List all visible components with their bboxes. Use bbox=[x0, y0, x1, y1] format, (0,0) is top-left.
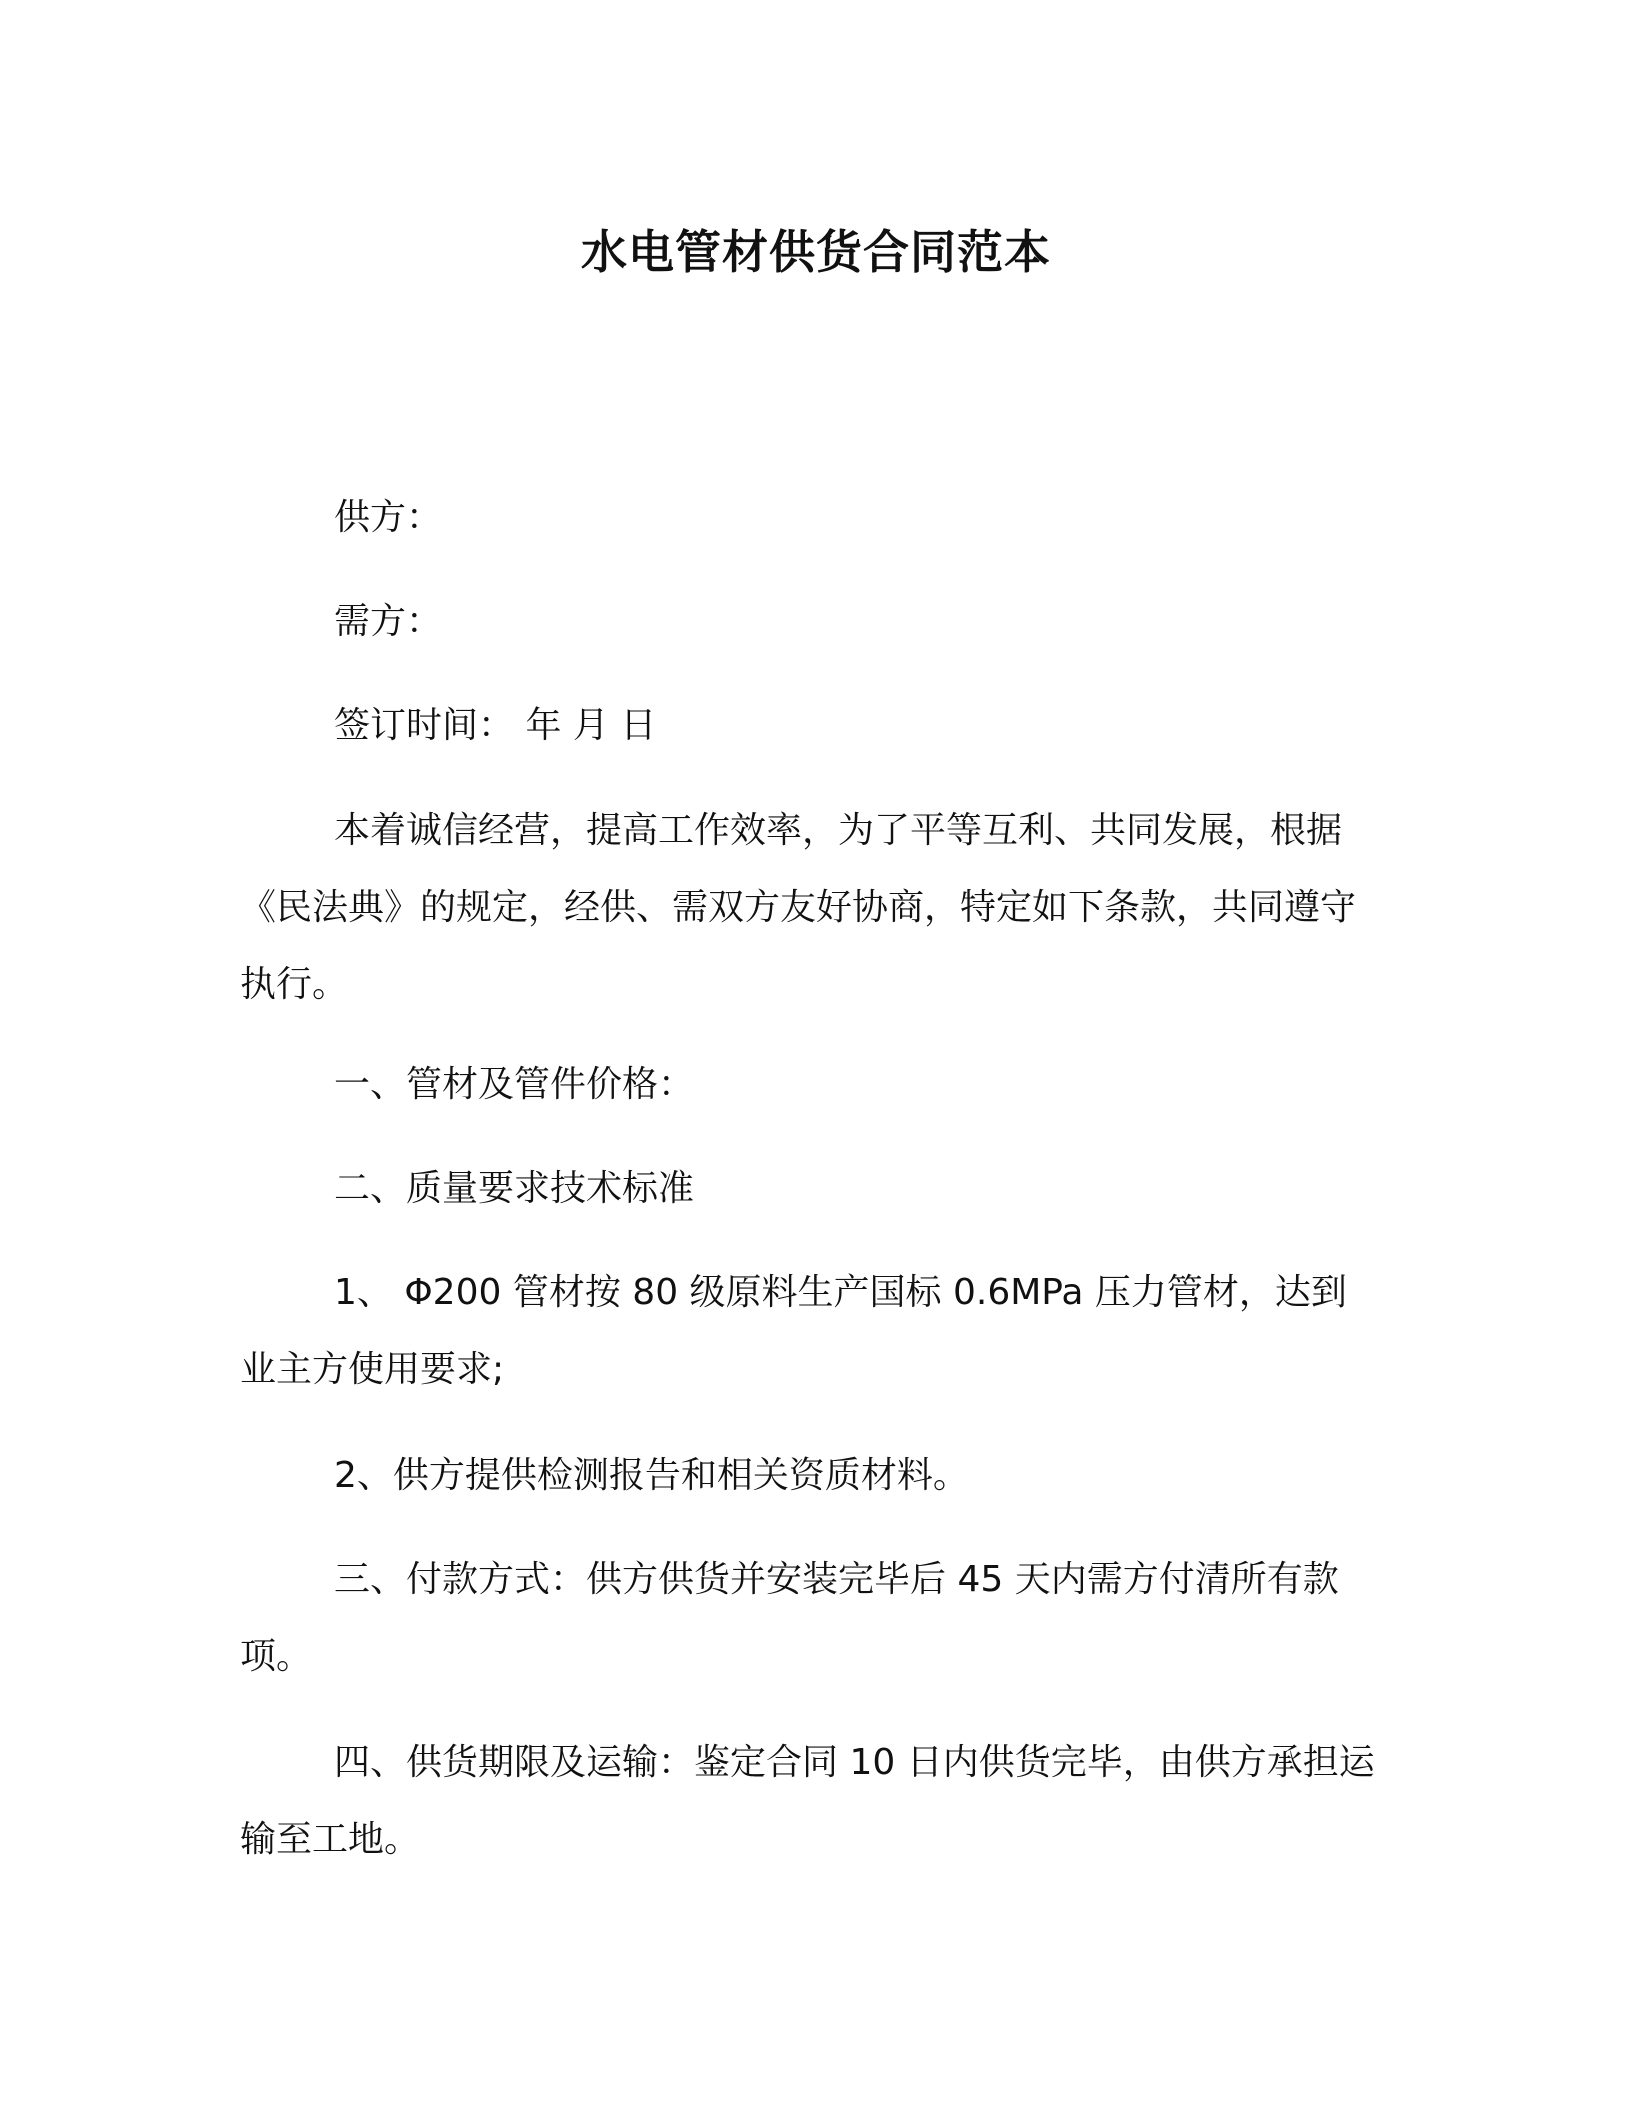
signing-date-label: 签订时间： 年 月 日 bbox=[334, 705, 657, 746]
section4-delivery: 四、供货期限及运输：鉴定合同 10 日内供货完毕，由供方承担运输至工地。 bbox=[240, 1742, 1375, 1860]
section2-item2: 2、供方提供检测报告和相关资质材料。 bbox=[334, 1455, 969, 1496]
preamble-paragraph: 本着诚信经营，提高工作效率，为了平等互利、共同发展，根据《民法典》的规定，经供、需双方友好协商，特定如下条款，共同遵守执行。 bbox=[240, 810, 1357, 1005]
buyer-label: 需方： bbox=[334, 601, 443, 642]
section3-payment: 三、付款方式：供方供货并安装完毕后 45 天内需方付清所有款项。 bbox=[240, 1559, 1339, 1677]
document-title: 水电管材供货合同范本 bbox=[581, 225, 1051, 279]
section2-heading: 二、质量要求技术标准 bbox=[334, 1168, 695, 1209]
section1-heading: 一、管材及管件价格： bbox=[334, 1064, 695, 1105]
section2-item1: 1、 Φ200 管材按 80 级原料生产国标 0.6MPa 压力管材，达到业主方使用要求; bbox=[240, 1272, 1347, 1390]
supplier-label: 供方： bbox=[334, 497, 443, 538]
